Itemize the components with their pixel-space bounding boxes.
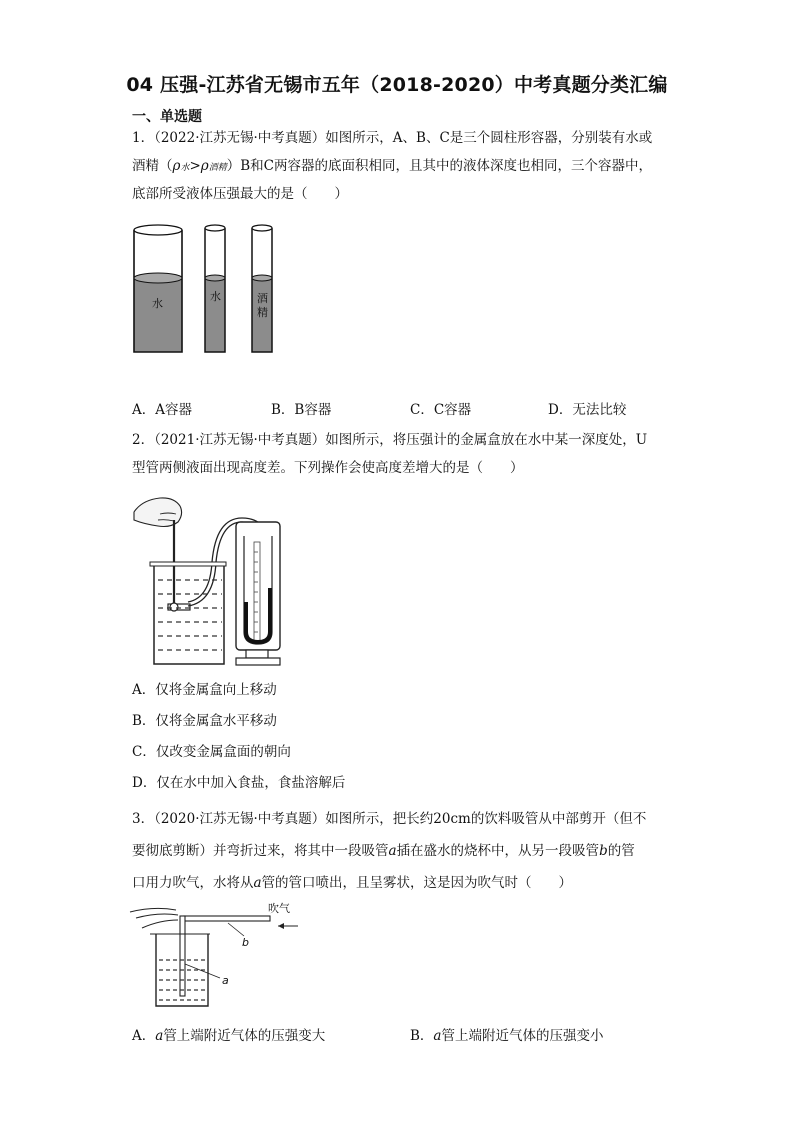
straw-b <box>184 916 270 921</box>
container-a-liquid <box>134 278 182 352</box>
question-2-text <box>132 426 672 482</box>
q2-option-b[interactable]: B．仅将金属盒水平移动 <box>132 713 277 729</box>
beaker-water <box>158 580 222 650</box>
q3-figure-straw <box>128 898 308 1012</box>
container-c-label-2: 精 <box>257 306 268 319</box>
question-1-text <box>132 124 672 208</box>
q2-option-a[interactable]: A．仅将金属盒向上移动 <box>132 682 277 698</box>
straw-a <box>180 916 185 996</box>
container-b-surface <box>205 275 225 281</box>
container-c-surface <box>252 275 272 281</box>
q1-option-b[interactable]: B．B容器 <box>271 402 332 418</box>
section-heading: 一、单选题 <box>132 109 202 125</box>
blow-arrow-head <box>278 923 284 929</box>
label-b: b <box>242 936 249 949</box>
container-c-top <box>252 225 272 231</box>
metal-box-membrane <box>170 603 178 611</box>
question-3-text <box>132 805 672 901</box>
q2-option-c[interactable]: C．仅改变金属盒面的朝向 <box>132 744 291 760</box>
q3-option-b[interactable]: B．a管上端附近气体的压强变小 <box>410 1028 604 1044</box>
container-b-label: 水 <box>210 290 221 303</box>
container-a-top <box>134 225 182 235</box>
container-a-label: 水 <box>152 297 163 310</box>
label-a-leader <box>185 964 220 978</box>
q3-line-2: 要彻底剪断）并弯折过来，将其中一段吸管a插在盛水的烧杯中，从另一段吸管b的管 <box>132 843 635 859</box>
beaker-rim <box>150 562 226 566</box>
container-a-surface <box>134 273 182 283</box>
q2-figure-pressure-gauge <box>130 492 290 670</box>
container-b-top <box>205 225 225 231</box>
q1-figure-containers <box>128 222 288 356</box>
q3-line-1: 3．（2020·江苏无锡·中考真题）如图所示，把长约20cm的饮料吸管从中部剪开（但不 <box>132 811 647 827</box>
q2-line-2: 型管两侧液面出现高度差。下列操作会使高度差增大的是（ ） <box>132 460 524 476</box>
q1-option-c[interactable]: C．C容器 <box>410 402 472 418</box>
q1-option-a[interactable]: A．A容器 <box>132 402 192 418</box>
container-c-label-1: 酒 <box>257 292 268 305</box>
label-b-leader <box>228 923 244 936</box>
q2-options <box>132 676 672 800</box>
q1-line-1: 1．（2022·江苏无锡·中考真题）如图所示，A、B、C是三个圆柱形容器，分别装有水或 <box>132 130 653 146</box>
page-title: 04 压强-江苏省无锡市五年（2018-2020）中考真题分类汇编 <box>126 74 668 96</box>
stand-neck <box>246 650 268 658</box>
label-a: a <box>222 974 229 987</box>
blow-label: 吹气 <box>268 902 290 915</box>
q1-line-3: 底部所受液体压强最大的是（ ） <box>132 186 348 202</box>
q2-option-d[interactable]: D．仅在水中加入食盐，食盐溶解后 <box>132 775 346 791</box>
stand-base <box>236 658 280 665</box>
q1-option-d[interactable]: D．无法比较 <box>548 402 627 418</box>
q3-line-3: 口用力吹气，水将从a管的管口喷出，且呈雾状，这是因为吹气时（ ） <box>132 875 573 891</box>
mist-lines <box>130 908 178 928</box>
q3-option-a[interactable]: A．a管上端附近气体的压强变大 <box>132 1028 326 1044</box>
q1-line-2: 酒精（ρ水>ρ酒精）B和C两容器的底面积相同，且其中的液体深度也相同，三个容器中， <box>132 158 652 174</box>
q2-line-1: 2．（2021·江苏无锡·中考真题）如图所示，将压强计的金属盒放在水中某一深度处，U <box>132 432 648 448</box>
